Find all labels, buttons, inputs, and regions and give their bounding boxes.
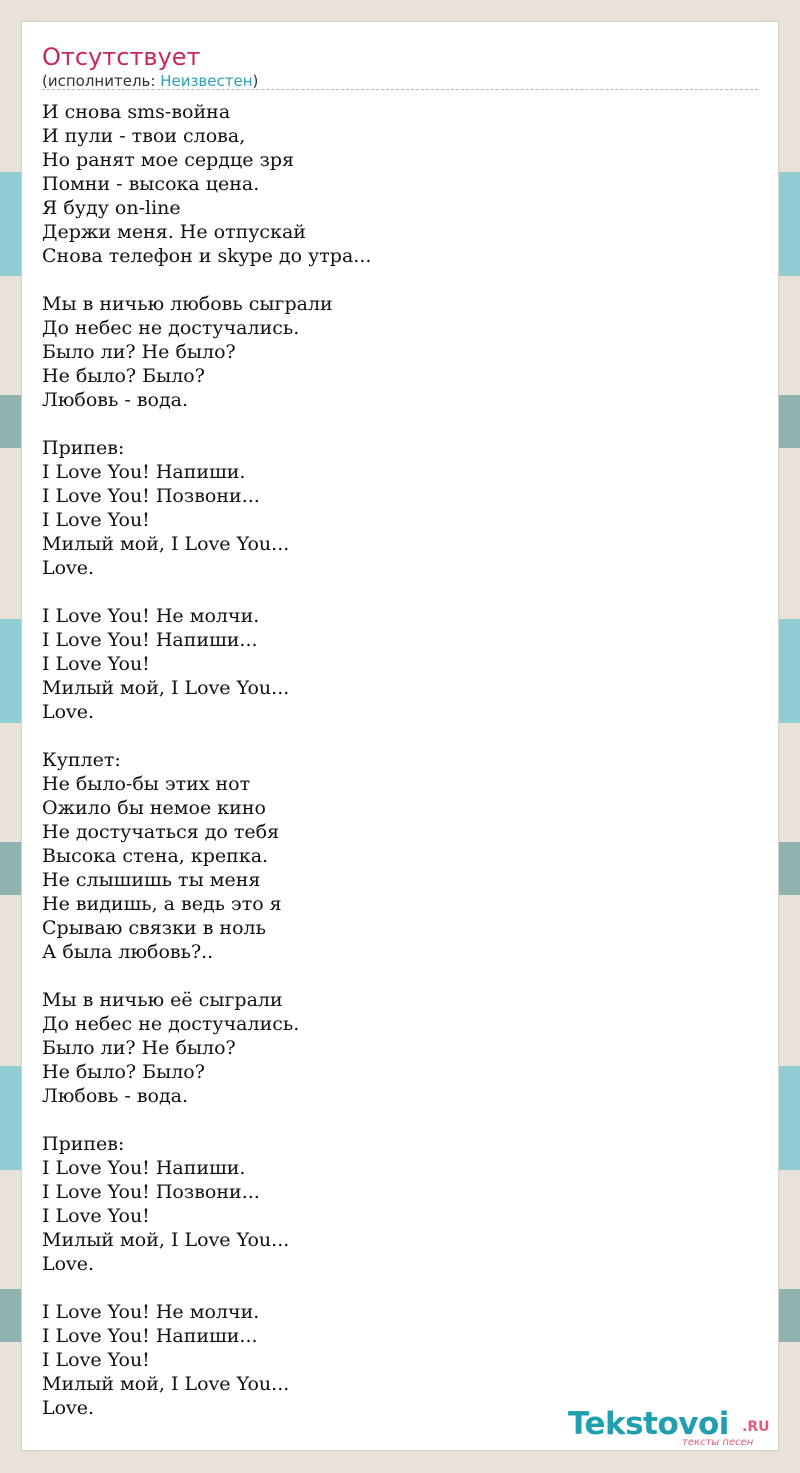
stanza-break xyxy=(42,580,758,604)
stanza-break xyxy=(42,724,758,748)
logo-tagline: тексты песен xyxy=(682,1437,754,1448)
lyric-line: I Love You! xyxy=(42,1205,150,1227)
lyric-line: Куплет: xyxy=(42,749,121,771)
logo-name: Tekstovoi xyxy=(568,1406,729,1442)
lyric-line: I Love You! Не молчи. xyxy=(42,1301,260,1323)
lyric-line: Любовь - вода. xyxy=(42,1085,189,1107)
stanza-break xyxy=(42,268,758,292)
lyric-line: I Love You! Напиши... xyxy=(42,629,258,651)
artist-prefix: (исполнитель: xyxy=(42,72,161,90)
lyric-line: Милый мой, I Love You... xyxy=(42,533,290,555)
lyric-line: I Love You! xyxy=(42,509,150,531)
lyric-line: I Love You! xyxy=(42,1349,150,1371)
lyric-line: Не видишь, а ведь это я xyxy=(42,893,282,915)
song-title: Отсутствует xyxy=(42,43,201,71)
lyric-line: Но ранят мое сердце зря xyxy=(42,149,295,171)
artist-line xyxy=(42,71,258,91)
lyric-line: Мы в ничью любовь сыграли xyxy=(42,293,333,315)
lyrics-text xyxy=(42,100,758,1420)
lyric-line: Срываю связки в ноль xyxy=(42,917,266,939)
lyric-line: I Love You! Напиши. xyxy=(42,1157,246,1179)
lyric-line: Милый мой, I Love You... xyxy=(42,1373,290,1395)
lyric-line: Держи меня. Не отпускай xyxy=(42,221,306,243)
lyric-line: I Love You! Напиши. xyxy=(42,461,246,483)
lyric-line: Love. xyxy=(42,1397,95,1419)
stanza-break xyxy=(42,412,758,436)
site-logo[interactable] xyxy=(568,1406,778,1450)
lyric-line: Мы в ничью её сыграли xyxy=(42,989,283,1011)
lyric-line: Ожило бы немое кино xyxy=(42,797,266,819)
artist-suffix: ) xyxy=(252,72,259,90)
lyric-line: И снова sms-война xyxy=(42,101,231,123)
lyric-line: I Love You! Напиши... xyxy=(42,1325,258,1347)
lyrics-card xyxy=(22,22,778,1450)
lyric-line: Припев: xyxy=(42,437,125,459)
lyric-line: Было ли? Не было? xyxy=(42,341,236,363)
lyric-line: Любовь - вода. xyxy=(42,389,189,411)
lyric-line: Love. xyxy=(42,557,95,579)
lyric-line: И пули - твои слова, xyxy=(42,125,246,147)
lyric-line: I Love You! Позвони... xyxy=(42,485,260,507)
lyric-line: Love. xyxy=(42,701,95,723)
lyric-line: До небес не достучались. xyxy=(42,1013,300,1035)
lyric-line: Милый мой, I Love You... xyxy=(42,1229,290,1251)
lyric-line: Не было? Было? xyxy=(42,365,205,387)
logo-tld: .RU xyxy=(742,1419,770,1435)
lyric-line: Милый мой, I Love You... xyxy=(42,677,290,699)
lyric-line: Высока стена, крепка. xyxy=(42,845,269,867)
lyric-line: Не достучаться до тебя xyxy=(42,821,280,843)
lyric-line: I Love You! xyxy=(42,653,150,675)
lyric-line: Было ли? Не было? xyxy=(42,1037,236,1059)
title-divider xyxy=(42,89,758,90)
lyric-line: Я буду on-line xyxy=(42,197,181,219)
lyric-line: I Love You! Не молчи. xyxy=(42,605,260,627)
stanza-break xyxy=(42,1108,758,1132)
lyric-line: Love. xyxy=(42,1253,95,1275)
lyric-line: Помни - высока цена. xyxy=(42,173,260,195)
lyric-line: До небес не достучались. xyxy=(42,317,300,339)
stanza-break xyxy=(42,1276,758,1300)
lyric-line: I Love You! Позвони... xyxy=(42,1181,260,1203)
stanza-break xyxy=(42,964,758,988)
lyric-line: Не слышишь ты меня xyxy=(42,869,261,891)
lyric-line: Не было? Было? xyxy=(42,1061,205,1083)
lyric-line: А была любовь?.. xyxy=(42,941,214,963)
lyric-line: Не было-бы этих нот xyxy=(42,773,251,795)
lyric-line: Снова телефон и skype до утра... xyxy=(42,245,372,267)
artist-link[interactable]: Неизвестен xyxy=(160,72,253,90)
lyric-line: Припев: xyxy=(42,1133,125,1155)
